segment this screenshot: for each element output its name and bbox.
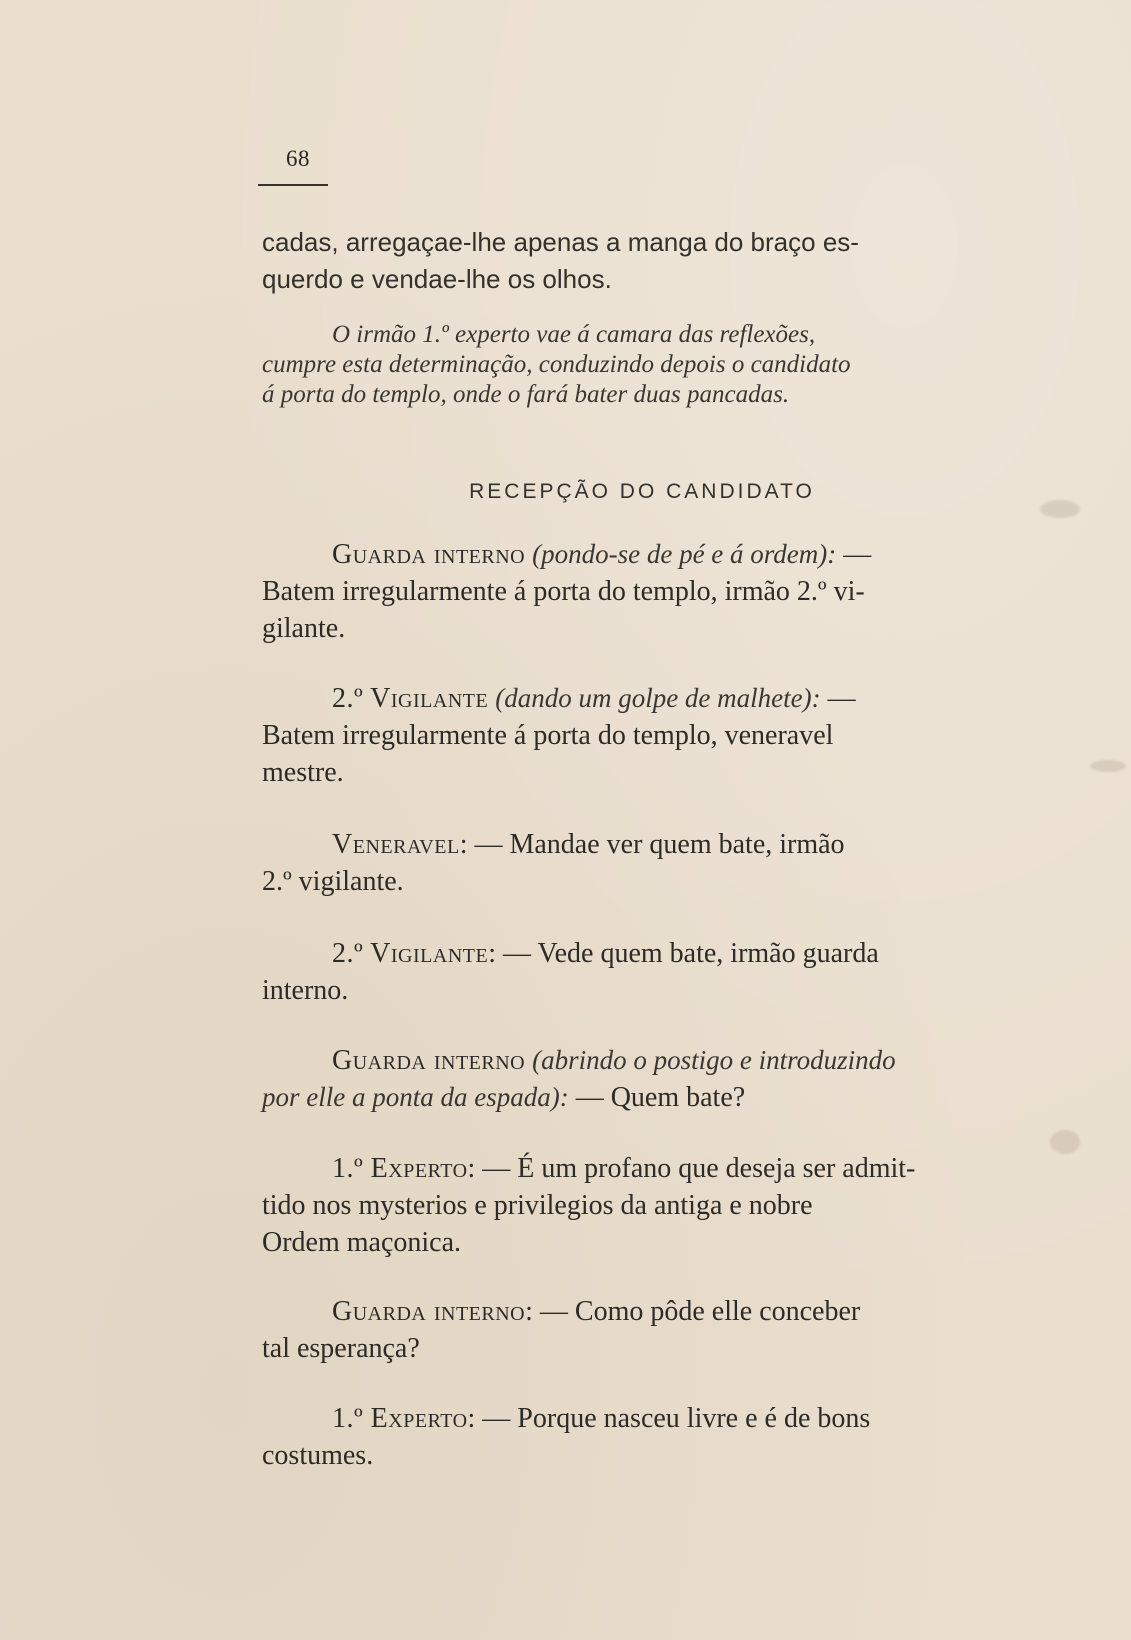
dialogue-text: — Mandae ver quem bate, irmão — [474, 829, 845, 860]
paper-stain — [1090, 760, 1126, 772]
text-line: costumes. — [262, 1440, 374, 1471]
speaker-separator: : — [488, 938, 496, 969]
dialogue-entry — [262, 1400, 1022, 1474]
speaker-separator: : — [467, 1153, 476, 1184]
dialogue-first-line — [262, 1293, 1022, 1330]
dialogue-entry — [262, 1042, 1022, 1116]
text-line: querdo e vendae-lhe os olhos. — [262, 264, 612, 294]
speaker-name: Veneravel — [332, 829, 460, 860]
speaker-name: 2.º Vigilante — [332, 938, 489, 969]
dialogue-text: — Quem bate? — [575, 1082, 746, 1113]
page-number: 68 — [286, 146, 310, 171]
dialogue-first-line — [262, 1400, 1022, 1437]
stage-direction: (abrindo o postigo e introduzindo — [532, 1045, 896, 1075]
stage-direction: por elle a ponta da espada): — [262, 1082, 569, 1112]
dialogue-text: — Vede quem bate, irmão guarda — [502, 938, 879, 969]
text-line: O irmão 1.º experto vae á camara das reflexões, — [332, 321, 816, 348]
text-line: cadas, arregaçae-lhe apenas a manga do braço es- — [262, 227, 859, 257]
dialogue-entry — [262, 1150, 1022, 1261]
dialogue-first-line — [262, 826, 1022, 863]
stage-direction: (dando um golpe de malhete): — [495, 683, 821, 713]
text-line: cumpre esta determinação, conduzindo depois o candidato — [262, 351, 851, 378]
dialogue-entry — [262, 680, 1022, 791]
text-line: á porta do templo, onde o fará bater duas pancadas. — [262, 381, 790, 408]
speaker-name: 1.º Experto — [332, 1403, 468, 1434]
dialogue-first-line — [262, 680, 1022, 717]
dialogue-entry — [262, 1293, 1022, 1367]
dialogue-text: — Como pôde elle conceber — [539, 1296, 861, 1327]
speaker-name: Guarda interno — [332, 1045, 526, 1076]
text-line: 2.º vigilante. — [262, 866, 404, 897]
text-line: tal esperança? — [262, 1333, 420, 1364]
dialogue-dash: — — [827, 683, 856, 714]
dialogue-entry — [262, 935, 1022, 1009]
speaker-separator: : — [525, 1296, 533, 1327]
dialogue-entry — [262, 826, 1022, 900]
text-line: mestre. — [262, 757, 344, 788]
speaker-name: Guarda interno — [332, 1296, 526, 1327]
text-line: gilante. — [262, 613, 346, 644]
dialogue-text: — É um profano que deseja ser admit- — [482, 1153, 916, 1184]
text-line: Ordem maçonica. — [262, 1227, 462, 1258]
dialogue-first-line — [262, 1042, 1022, 1079]
dialogue-text: — Porque nasceu livre e é de bons — [482, 1403, 871, 1434]
page-number-rule — [258, 184, 328, 186]
speaker-name: 2.º Vigilante — [332, 683, 489, 714]
paragraph-continuation — [262, 224, 1022, 298]
text-line: interno. — [262, 975, 349, 1006]
section-heading: RECEPÇÃO DO CANDIDATO — [469, 480, 815, 503]
stage-direction-paragraph — [262, 320, 1022, 410]
speaker-name: Guarda interno — [332, 539, 526, 570]
dialogue-first-line — [262, 935, 1022, 972]
text-line: Batem irregularmente á porta do templo, veneravel — [262, 720, 834, 751]
speaker-separator: : — [467, 1403, 476, 1434]
speaker-separator: : — [459, 829, 468, 860]
dialogue-first-line — [262, 1150, 1022, 1187]
dialogue-dash: — — [843, 539, 872, 570]
paper-stain — [1040, 500, 1080, 518]
stage-direction: (pondo-se de pé e á ordem): — [532, 539, 837, 569]
speaker-name: 1.º Experto — [332, 1153, 468, 1184]
dialogue-entry — [262, 536, 1022, 647]
text-line: tido nos mysterios e privilegios da antiga e nobre — [262, 1190, 813, 1221]
dialogue-first-line — [262, 536, 1022, 573]
dialogue-second-line — [262, 1079, 1022, 1116]
paper-stain — [1050, 1130, 1080, 1154]
text-line: Batem irregularmente á porta do templo, irmão 2.º vi- — [262, 576, 865, 607]
